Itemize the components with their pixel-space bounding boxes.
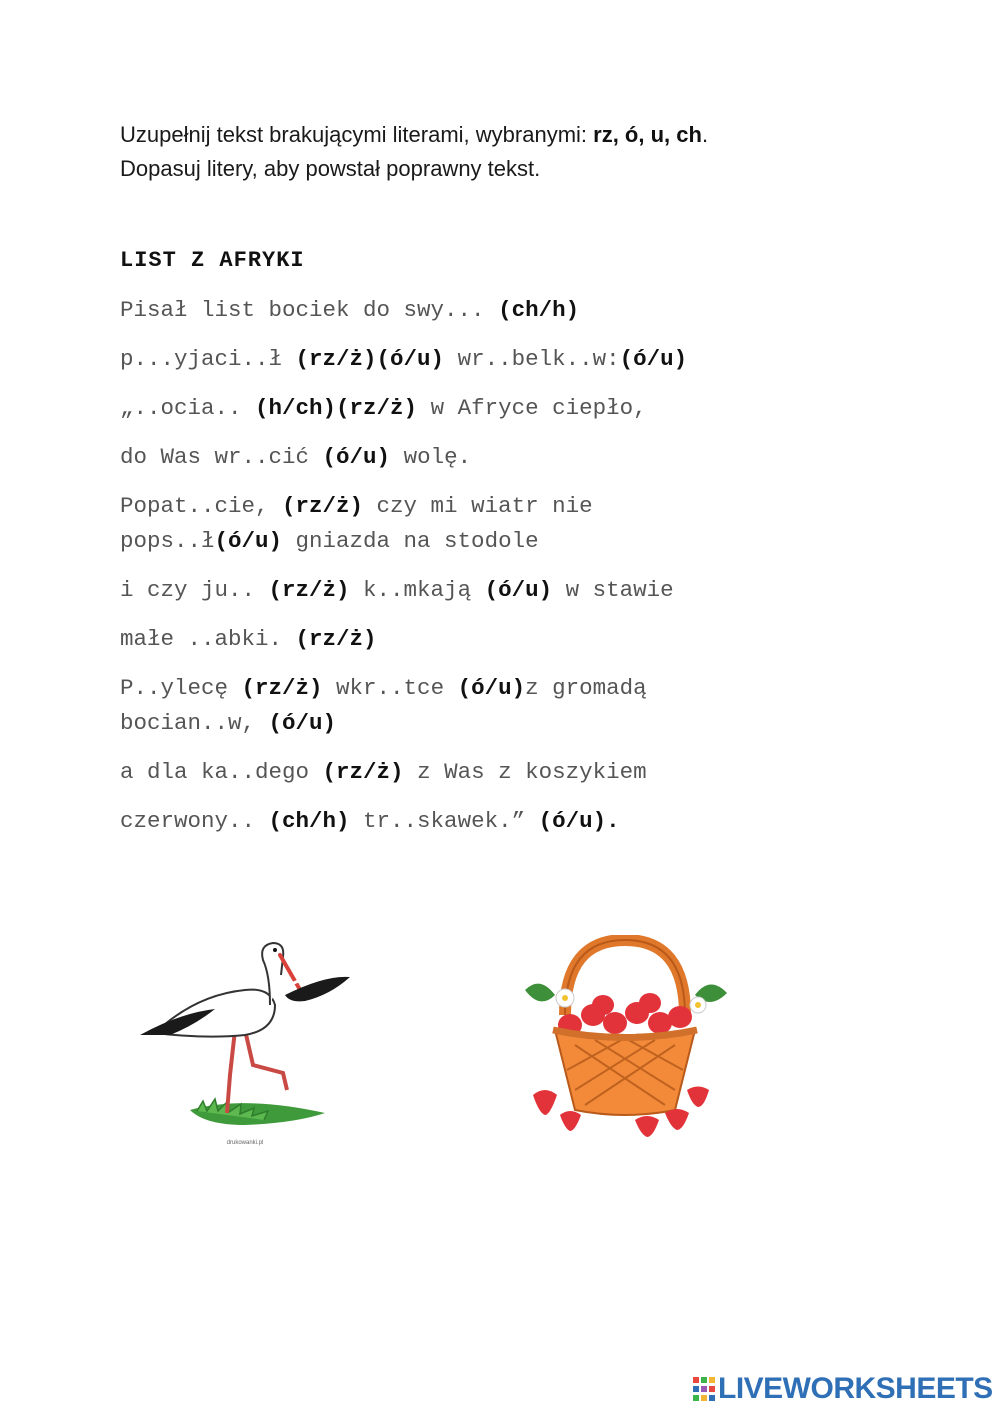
- poem-line: [120, 342, 880, 377]
- poem-line: [120, 293, 880, 328]
- poem-text: do Was wr..cić: [120, 444, 323, 470]
- letter-hint: (rz/ż)(ó/u): [295, 346, 445, 372]
- letter-hint: (rz/ż): [282, 493, 364, 519]
- poem-text: małe ..abki.: [120, 626, 296, 652]
- letter-hint: (h/ch)(rz/ż): [255, 395, 418, 421]
- instruction-line-2: Dopasuj litery, aby powstał poprawny tekst.: [120, 156, 541, 181]
- poem-text: tr..skawek.”: [349, 808, 539, 834]
- logo-text: LIVEWORKSHEETS: [718, 1372, 993, 1405]
- logo-blocks-icon: [693, 1377, 715, 1401]
- poem-text: Popat..cie,: [120, 493, 283, 519]
- poem-line: [120, 622, 880, 657]
- poem-text: Pisał list bociek do swy...: [120, 297, 499, 323]
- stork-illustration: [135, 935, 360, 1150]
- poem-text: a dla ka..dego: [120, 759, 323, 785]
- poem-line: [120, 391, 880, 426]
- instructions: [120, 118, 880, 186]
- poem-line: [120, 489, 880, 559]
- letters-list: rz, ó, u, ch: [593, 122, 702, 147]
- poem-text: czy mi wiatr nie pops..ł: [120, 493, 593, 554]
- poem-text: p...yjaci..ł: [120, 346, 296, 372]
- liveworksheets-logo[interactable]: [693, 1372, 993, 1406]
- letter-hint: (rz/ż): [241, 675, 323, 701]
- poem-text: wolę.: [390, 444, 472, 470]
- poem-text: i czy ju..: [120, 577, 269, 603]
- poem-text: k..mkają: [349, 577, 485, 603]
- letter-hint: (rz/ż): [268, 577, 350, 603]
- poem-text: P..ylecę: [120, 675, 242, 701]
- strawberry-basket-illustration: [515, 935, 735, 1140]
- letter-hint: (rz/ż): [295, 626, 377, 652]
- letter-hint: (ó/u): [484, 577, 553, 603]
- poem-text: wr..belk..w:: [444, 346, 620, 372]
- instruction-line-1: Uzupełnij tekst brakującymi literami, wybranymi: rz, ó, u, ch.: [120, 122, 709, 147]
- poem-text: wkr..tce: [322, 675, 458, 701]
- poem-title: LIST Z AFRYKI: [120, 248, 305, 273]
- poem-body: [120, 293, 880, 853]
- poem-line: [120, 440, 880, 475]
- poem-text: w stawie: [552, 577, 674, 603]
- poem-line: [120, 804, 880, 839]
- letter-hint: (ó/u): [214, 528, 283, 554]
- letter-hint: (ó/u): [322, 444, 391, 470]
- poem-text: z Was z koszykiem: [403, 759, 647, 785]
- letter-hint: (ó/u): [619, 346, 688, 372]
- poem-line: [120, 573, 880, 608]
- letter-hint: (ó/u): [268, 710, 337, 736]
- letter-hint: (rz/ż): [322, 759, 404, 785]
- poem-line: [120, 755, 880, 790]
- letter-hint: (ch/h): [498, 297, 580, 323]
- poem-text: z gromadą bocian..w,: [120, 675, 647, 736]
- poem-text: czerwony..: [120, 808, 269, 834]
- letter-hint: (ch/h): [268, 808, 350, 834]
- letter-hint: (ó/u): [457, 675, 526, 701]
- poem-text: gniazda na stodole: [282, 528, 539, 554]
- letter-hint: (ó/u).: [538, 808, 620, 834]
- image-credit: drukowanki.pl: [226, 1140, 264, 1146]
- poem-line: [120, 671, 880, 741]
- poem-text: „..ocia..: [120, 395, 256, 421]
- poem-text: w Afryce ciepło,: [417, 395, 647, 421]
